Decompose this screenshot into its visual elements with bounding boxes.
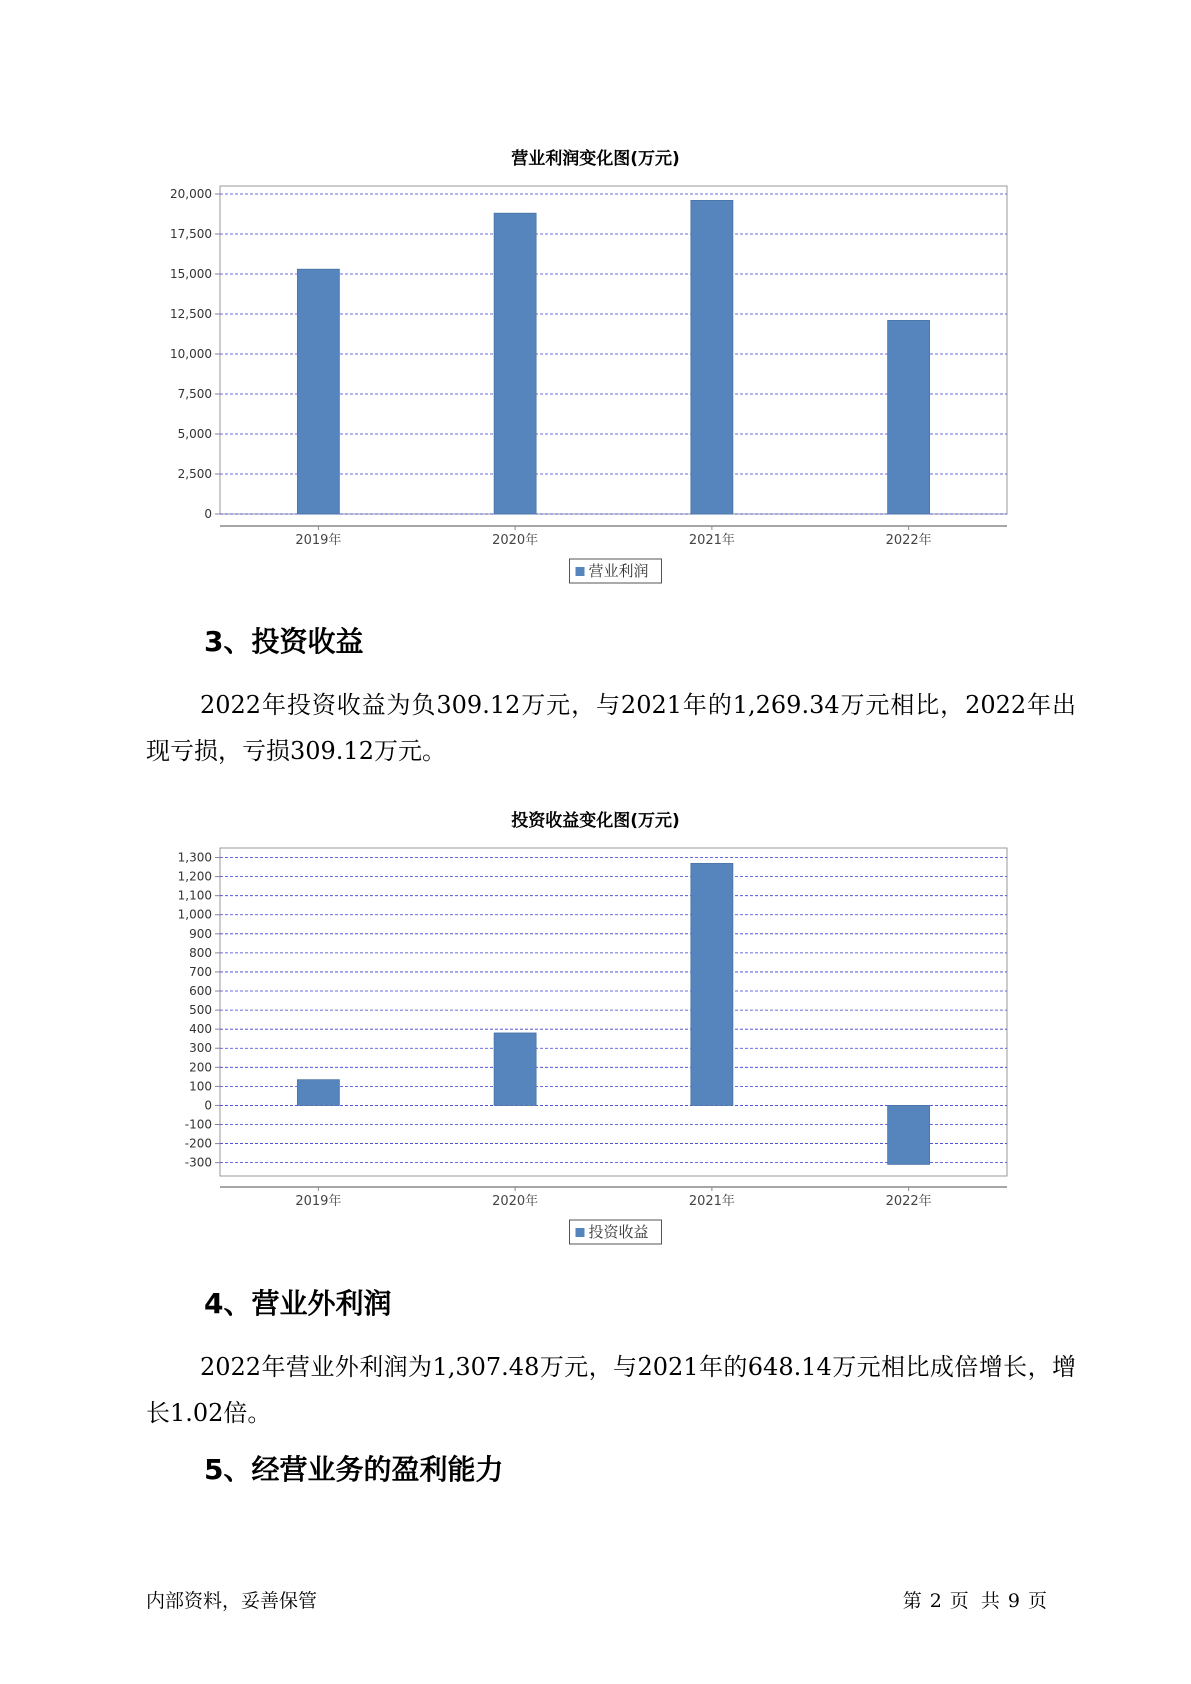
bar bbox=[691, 863, 733, 1105]
y-tick-label: 800 bbox=[189, 945, 212, 960]
x-tick-label: 2022年 bbox=[885, 533, 932, 548]
y-tick-label: 0 bbox=[204, 1098, 212, 1113]
y-tick-label: 12,500 bbox=[170, 307, 212, 321]
y-tick-label: 100 bbox=[189, 1079, 212, 1094]
x-tick-label: 2021年 bbox=[688, 533, 735, 548]
page-current: 2 bbox=[929, 1590, 942, 1612]
legend-label: 投资收益 bbox=[588, 1223, 649, 1241]
y-tick-label: 10,000 bbox=[170, 347, 212, 361]
y-tick-label: -200 bbox=[184, 1136, 212, 1151]
bar bbox=[888, 1105, 930, 1164]
section-4-heading: 4、营业外利润 bbox=[204, 1287, 392, 1320]
y-tick-label: 0 bbox=[204, 507, 212, 521]
section-3-paragraph: 2022年投资收益为负309.12万元，与2021年的1,269.34万元相比，2022年出现亏损，亏损309.12万元。 bbox=[146, 691, 1076, 765]
y-tick-label: 15,000 bbox=[170, 267, 212, 281]
x-tick-label: 2019年 bbox=[295, 1194, 342, 1209]
y-tick-label: 5,000 bbox=[177, 427, 212, 441]
y-tick-label: 1,200 bbox=[177, 869, 212, 884]
x-tick-label: 2022年 bbox=[885, 1194, 932, 1209]
footer-page-number bbox=[899, 1586, 1051, 1613]
y-tick-label: 20,000 bbox=[170, 187, 212, 201]
section-5-heading: 5、经营业务的盈利能力 bbox=[204, 1453, 504, 1486]
bar bbox=[297, 1080, 339, 1106]
legend-swatch bbox=[576, 1228, 585, 1237]
chart-title-operating-profit: 营业利润变化图(万元) bbox=[511, 149, 680, 169]
y-tick-label: 600 bbox=[189, 984, 212, 999]
y-tick-label: 1,300 bbox=[177, 850, 212, 865]
footer-confidential-note: 内部资料，妥善保管 bbox=[146, 1590, 318, 1612]
section-4-paragraph: 2022年营业外利润为1,307.48万元，与2021年的648.14万元相比成倍增长，增长1.02倍。 bbox=[146, 1353, 1076, 1427]
y-tick-label: -300 bbox=[184, 1155, 212, 1170]
section-3-heading: 3、投资收益 bbox=[204, 625, 364, 658]
y-tick-label: 900 bbox=[189, 926, 212, 941]
y-tick-label: 400 bbox=[189, 1022, 212, 1037]
y-tick-label: 2,500 bbox=[177, 467, 212, 481]
y-tick-label: 200 bbox=[189, 1060, 212, 1075]
y-tick-label: 700 bbox=[189, 964, 212, 979]
y-tick-label: 1,000 bbox=[177, 907, 212, 922]
page-suffix: 页 bbox=[1027, 1590, 1047, 1612]
y-tick-label: 17,500 bbox=[170, 227, 212, 241]
x-tick-label: 2020年 bbox=[492, 1194, 539, 1209]
page-total: 9 bbox=[1007, 1590, 1020, 1612]
x-tick-label: 2020年 bbox=[492, 533, 539, 548]
x-tick-label: 2019年 bbox=[295, 533, 342, 548]
page-prefix: 第 bbox=[902, 1590, 922, 1612]
y-tick-label: 7,500 bbox=[177, 387, 212, 401]
page-mid: 页 共 bbox=[949, 1590, 1000, 1612]
y-tick-label: -100 bbox=[184, 1117, 212, 1132]
y-tick-label: 300 bbox=[189, 1041, 212, 1056]
chart-title-investment-income: 投资收益变化图(万元) bbox=[511, 811, 680, 831]
y-tick-label: 500 bbox=[189, 1003, 212, 1018]
x-tick-label: 2021年 bbox=[688, 1194, 735, 1209]
y-tick-label: 1,100 bbox=[177, 888, 212, 903]
bar bbox=[494, 1033, 536, 1105]
legend-label: 营业利润 bbox=[588, 562, 649, 580]
